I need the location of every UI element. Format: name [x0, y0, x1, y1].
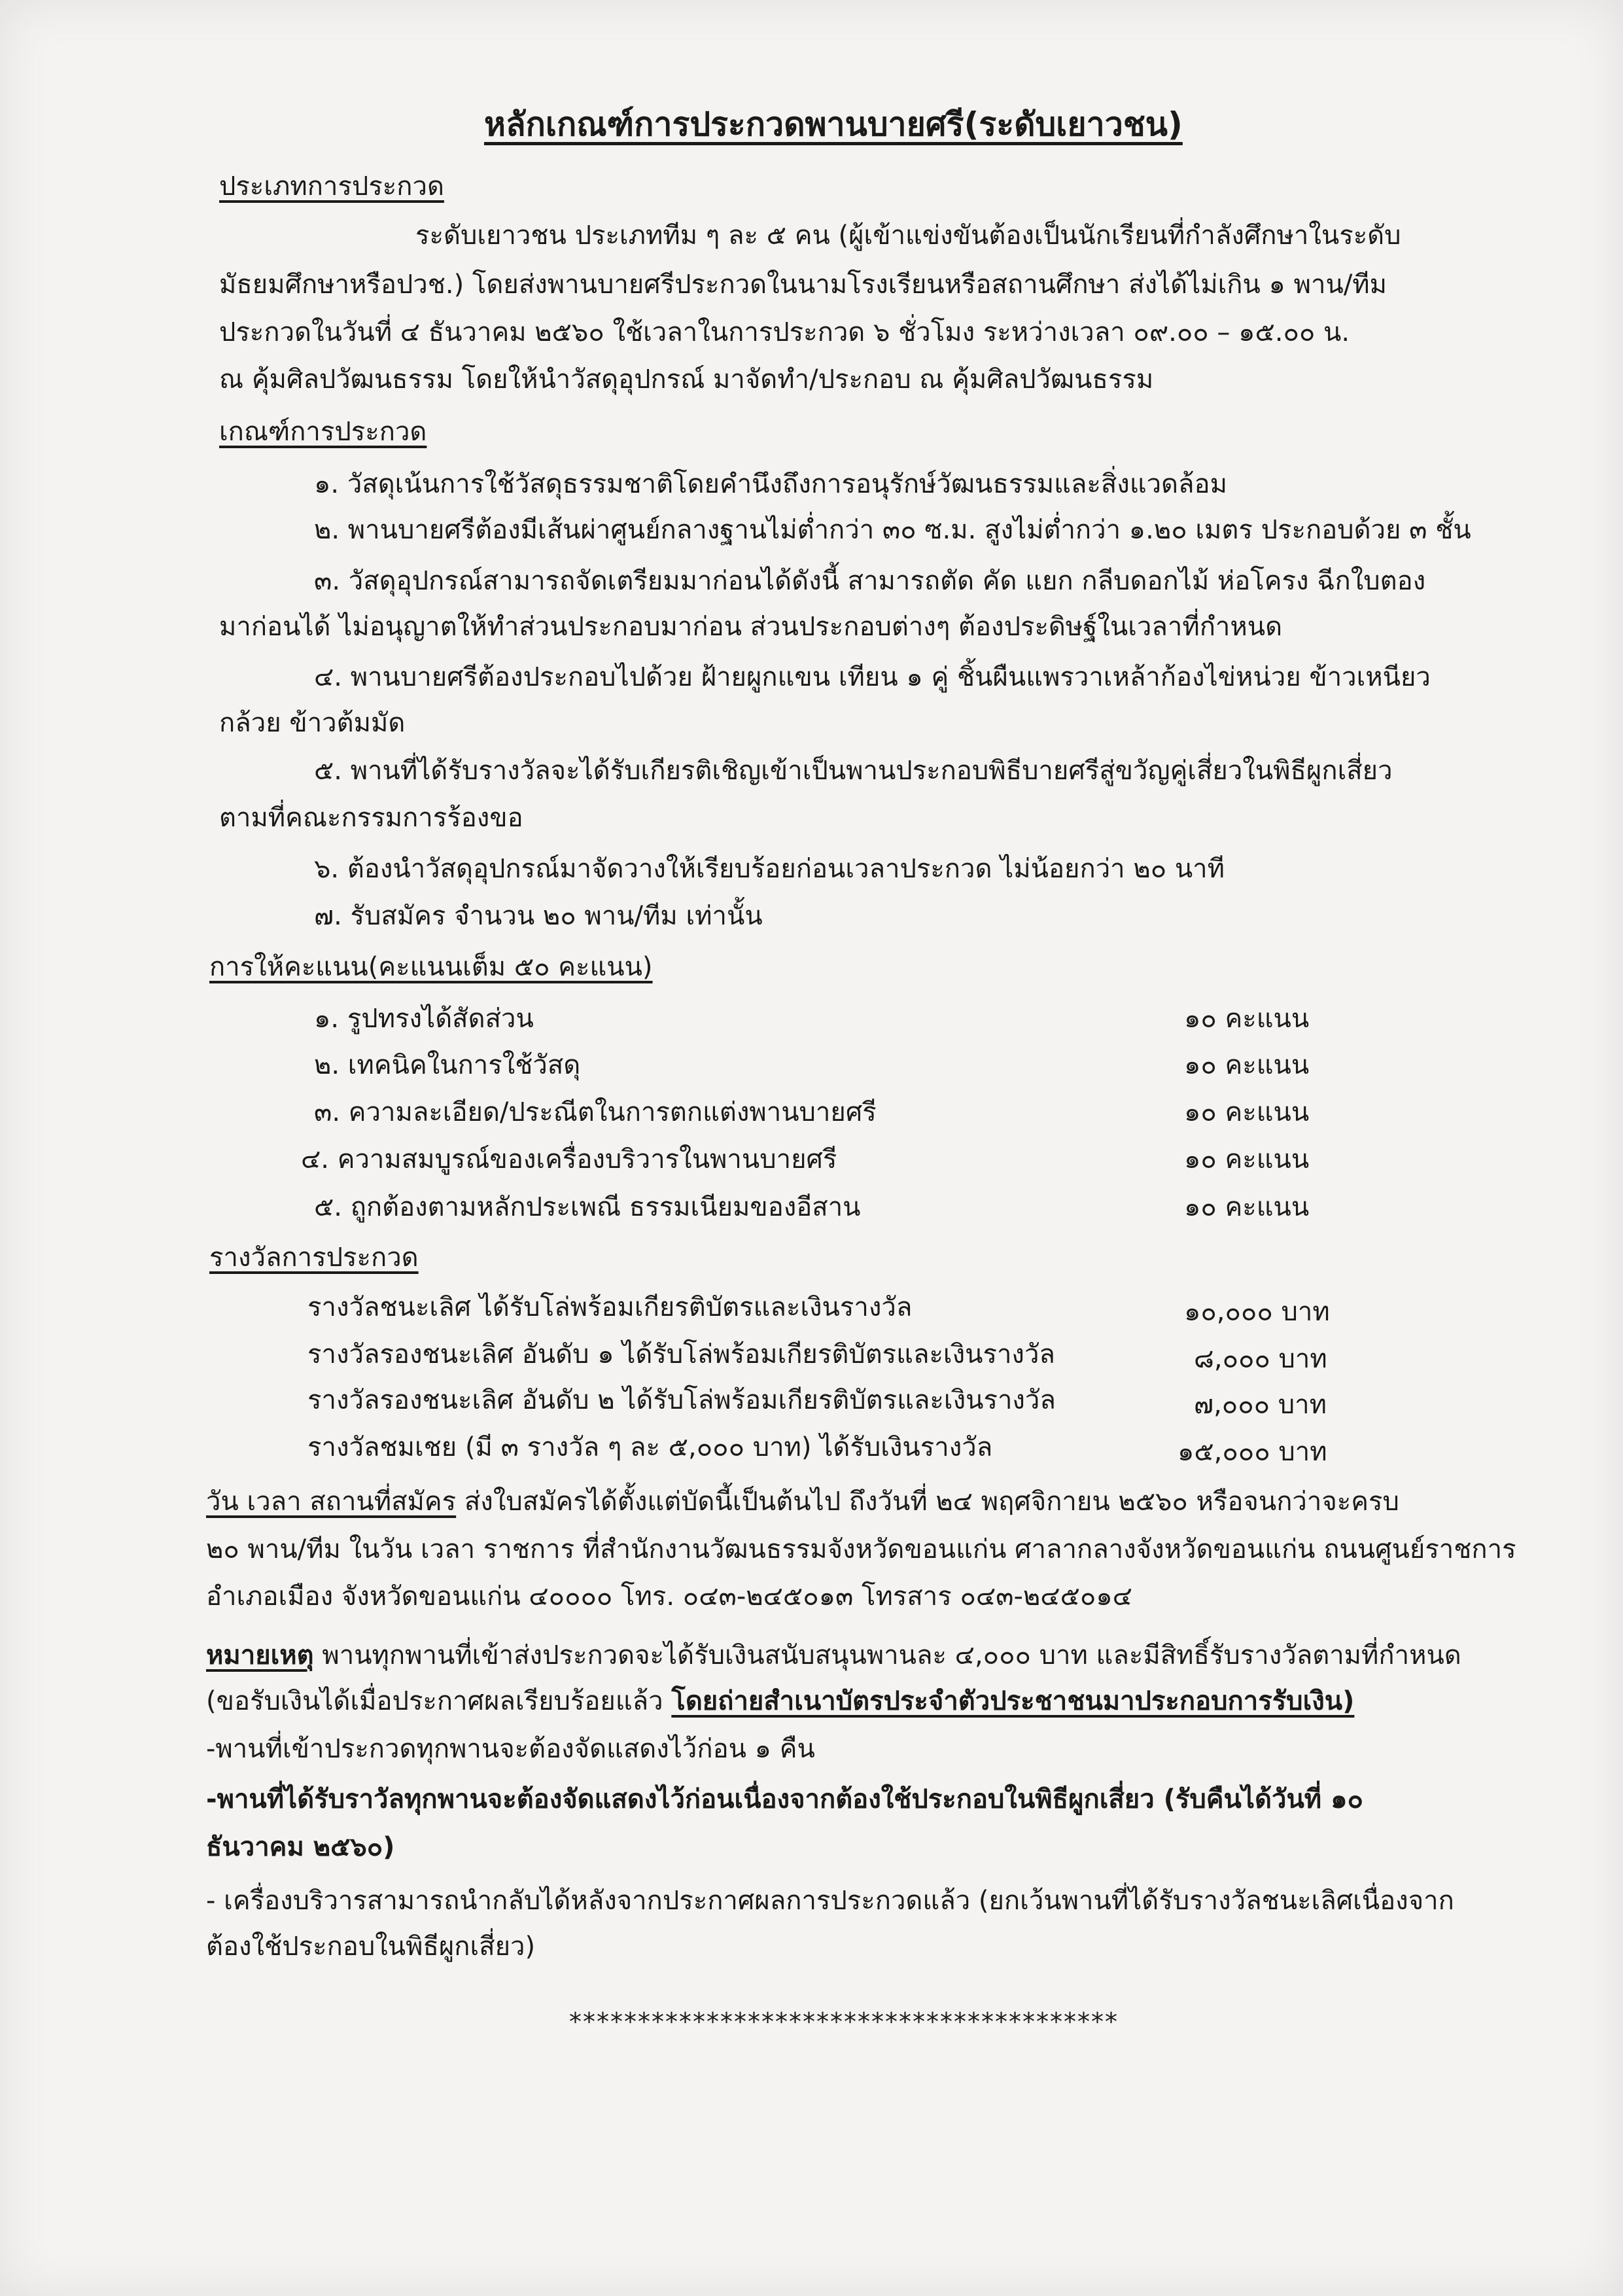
prize-item-amount: ๑๕,๐๐๐ บาท [1178, 1437, 1327, 1467]
prize-item-label: รางวัลรองชนะเลิศ อันดับ ๒ ได้รับโล่พร้อมเกียรติบัตรและเงินรางวัล [307, 1385, 1056, 1415]
notes-line-2-underlined: โดยถ่ายสำเนาบัตรประจำตัวประชาชนมาประกอบการรับเงิน) [671, 1686, 1355, 1716]
notes-line-1-text: พานทุกพานที่เข้าส่งประกวดจะได้รับเงินสนับสนุนพานละ ๔,๐๐๐ บาท และมีสิทธิ์รับรางวัลตามที่กำหนด [313, 1640, 1461, 1670]
scoring-item-label: ๓. ความละเอียด/ประณีตในการตกแต่งพานบายศรี [314, 1097, 877, 1127]
notes-line-5: ธันวาคม ๒๕๖๐) [206, 1832, 395, 1862]
prize-item-amount: ๘,๐๐๐ บาท [1194, 1344, 1327, 1374]
category-line-3: ประกวดในวันที่ ๔ ธันวาคม ๒๕๖๐ ใช้เวลาในการประกวด ๖ ชั่วโมง ระหว่างเวลา ๐๙.๐๐ – ๑๕.๐๐ น. [219, 317, 1350, 347]
scoring-item-label: ๒. เทคนิคในการใช้วัสดุ [314, 1050, 581, 1080]
criteria-line-5: ๔. พานบายศรีต้องประกอบไปด้วย ฝ้ายผูกแขน เทียน ๑ คู่ ชิ้นผืนแพรวาเหล้าก้องไข่หน่วย ข้าวเหนียว [314, 662, 1431, 692]
prize-item-label: รางวัลชมเชย (มี ๓ รางวัล ๆ ละ ๕,๐๐๐ บาท) ได้รับเงินรางวัล [307, 1432, 993, 1462]
criteria-line-1: ๑. วัสดุเน้นการใช้วัสดุธรรมชาติโดยคำนึงถึงการอนุรักษ์วัฒนธรรมและสิ่งแวดล้อม [314, 469, 1227, 499]
prize-item-amount: ๗,๐๐๐ บาท [1194, 1390, 1327, 1420]
category-line-4: ณ คุ้มศิลปวัฒนธรรม โดยให้นำวัสดุอุปกรณ์ มาจัดทำ/ประกอบ ณ คุ้มศิลปวัฒนธรรม [219, 364, 1154, 395]
scoring-item-score: ๑๐ คะแนน [1184, 1004, 1310, 1034]
prize-item-label: รางวัลรองชนะเลิศ อันดับ ๑ ได้รับโล่พร้อมเกียรติบัตรและเงินรางวัล [307, 1339, 1055, 1369]
registration-line-1-text: ส่งใบสมัครได้ตั้งแต่บัดนี้เป็นต้นไป ถึงวันที่ ๒๔ พฤศจิกายน ๒๕๖๐ หรือจนกว่าจะครบ [456, 1487, 1399, 1517]
document-title: หลักเกณฑ์การประกวดพานบายศรี(ระดับเยาวชน) [484, 105, 1183, 143]
category-heading: ประเภทการประกวด [219, 171, 444, 202]
notes-line-3: -พานที่เข้าประกวดทุกพานจะต้องจัดแสดงไว้ก่อน ๑ คืน [206, 1734, 815, 1764]
criteria-line-10: ๗. รับสมัคร จำนวน ๒๐ พาน/ทีม เท่านั้น [314, 901, 763, 931]
criteria-line-4: มาก่อนได้ ไม่อนุญาตให้ทำส่วนประกอบมาก่อน ส่วนประกอบต่างๆ ต้องประดิษฐ์ในเวลาที่กำหนด [219, 612, 1283, 642]
criteria-line-9: ๖. ต้องนำวัสดุอุปกรณ์มาจัดวางให้เรียบร้อยก่อนเวลาประกวด ไม่น้อยกว่า ๒๐ นาที [314, 854, 1225, 884]
prize-item-label: รางวัลชนะเลิศ ได้รับโล่พร้อมเกียรติบัตรและเงินรางวัล [307, 1292, 913, 1322]
registration-line-1 [206, 1482, 1399, 1521]
category-line-1: ระดับเยาวชน ประเภททีม ๆ ละ ๕ คน (ผู้เข้าแข่งขันต้องเป็นนักเรียนที่กำลังศึกษาในระดับ [415, 221, 1401, 251]
scoring-heading: การให้คะแนน(คะแนนเต็ม ๕๐ คะแนน) [209, 952, 653, 982]
scoring-item-score: ๑๐ คะแนน [1184, 1050, 1310, 1080]
notes-line-1 [206, 1636, 1461, 1675]
notes-line-2 [206, 1682, 1354, 1721]
notes-line-6: - เครื่องบริวารสามารถนำกลับได้หลังจากประกาศผลการประกวดแล้ว (ยกเว้นพานที่ได้รับรางวัลชนะเลิศเนื่องจาก [206, 1886, 1454, 1916]
registration-line-3: อำเภอเมือง จังหวัดขอนแก่น ๔๐๐๐๐ โทร. ๐๔๓-๒๔๕๐๑๓ โทรสาร ๐๔๓-๒๔๕๐๑๔ [206, 1581, 1132, 1612]
scoring-item-label: ๕. ถูกต้องตามหลักประเพณี ธรรมเนียมของอีสาน [314, 1192, 861, 1222]
scoring-item-score: ๑๐ คะแนน [1184, 1192, 1310, 1222]
footer-stars: **************************************** [569, 2007, 1119, 2036]
criteria-line-7: ๕. พานที่ได้รับรางวัลจะได้รับเกียรติเชิญเข้าเป็นพานประกอบพิธีบายศรีสู่ขวัญคู่เสี่ยวในพิธีผูกเสี่ยว [314, 756, 1393, 786]
criteria-line-6: กล้วย ข้าวต้มมัด [219, 708, 406, 738]
registration-heading: วัน เวลา สถานที่สมัคร [206, 1487, 457, 1517]
category-line-2: มัธยมศึกษาหรือปวช.) โดยส่งพานบายศรีประกวดในนามโรงเรียนหรือสถานศึกษา ส่งได้ไม่เกิน ๑ พาน/ทีม [219, 270, 1387, 300]
notes-heading: หมายเหตุ [206, 1640, 314, 1670]
criteria-line-8: ตามที่คณะกรรมการร้องขอ [219, 803, 523, 833]
prize-item-amount: ๑๐,๐๐๐ บาท [1184, 1297, 1330, 1327]
criteria-line-3: ๓. วัสดุอุปกรณ์สามารถจัดเตรียมมาก่อนได้ดังนี้ สามารถตัด คัด แยก กลีบดอกไม้ ห่อโครง ฉีกใบตอง [314, 566, 1426, 596]
prizes-heading: รางวัลการประกวด [209, 1243, 419, 1273]
scoring-item-label: ๔. ความสมบูรณ์ของเครื่องบริวารในพานบายศรี [301, 1144, 837, 1174]
criteria-line-2: ๒. พานบายศรีต้องมีเส้นผ่าศูนย์กลางฐานไม่ต่ำกว่า ๓๐ ซ.ม. สูงไม่ต่ำกว่า ๑.๒๐ เมตร ประกอบด้วย ๓ ชั้น [314, 515, 1471, 545]
scoring-item-score: ๑๐ คะแนน [1184, 1097, 1310, 1127]
notes-line-4: -พานที่ได้รับราวัลทุกพานจะต้องจัดแสดงไว้ก่อนเนื่องจากต้องใช้ประกอบในพิธีผูกเสี่ยว (รับคืนได้วันที่ ๑๐ [206, 1784, 1363, 1814]
notes-line-7: ต้องใช้ประกอบในพิธีผูกเสี่ยว) [206, 1932, 536, 1962]
notes-line-2-text: (ขอรับเงินได้เมื่อประกาศผลเรียบร้อยแล้ว [206, 1686, 672, 1716]
criteria-heading: เกณฑ์การประกวด [219, 417, 427, 447]
scoring-item-label: ๑. รูปทรงได้สัดส่วน [314, 1004, 534, 1034]
registration-line-2: ๒๐ พาน/ทีม ในวัน เวลา ราชการ ที่สำนักงานวัฒนธรรมจังหวัดขอนแก่น ศาลากลางจังหวัดขอนแก่น ถนนศูนย์ราชการ [206, 1534, 1516, 1564]
scoring-item-score: ๑๐ คะแนน [1184, 1144, 1310, 1174]
